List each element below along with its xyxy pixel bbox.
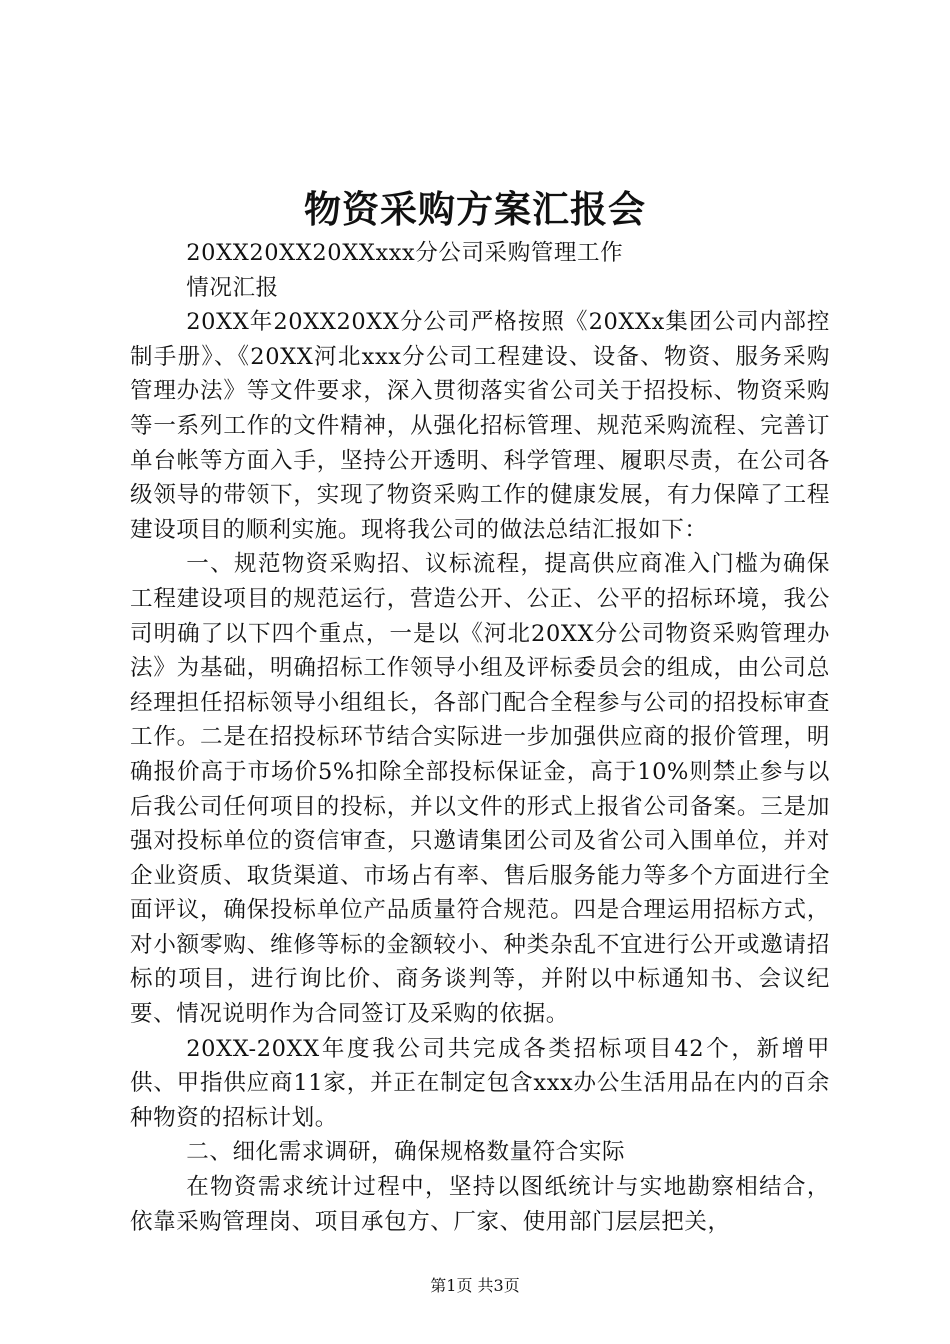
paragraph-annual-summary: 20XX-20XX年度我公司共完成各类招标项目42个，新增甲供、甲指供应商11家，并正在制定包含xxx办公生活用品在内的百余种物资的招标计划。 — [130, 1035, 830, 1131]
paragraph-section-two-heading: 二、细化需求调研，确保规格数量符合实际 — [186, 1139, 626, 1166]
paragraph-heading: 情况汇报 — [186, 274, 279, 301]
page-number-footer: 第1页 共3页 — [430, 1276, 520, 1295]
paragraph-subtitle: 20XX20XX20XXxxx分公司采购管理工作 — [186, 240, 624, 266]
document-title: 物资采购方案汇报会 — [304, 187, 646, 231]
paragraph-section-one: 一、规范物资采购招、议标流程，提高供应商准入门槛为确保工程建设项目的规范运行，营造公开、公正、公平的招标环境，我公司明确了以下四个重点，一是以《河北20XX分公司物资采购管理办法》为基础，明确招标工作领导小组及评标委员会的组成，由公司总经理担任招标领导小组组长，各部门配合全程参与公司的招投标审查工作。二是在招投标环节结合实际进一步加强供应商的报价管理，明确报价高于市场价5%扣除全部投标保证金，高于10%则禁止参与以后我公司任何项目的投标，并以文件的形式上报省公司备案。三是加强对投标单位的资信审查，只邀请集团公司及省公司入围单位，并对企业资质、取货渠道、市场占有率、售后服务能力等多个方面进行全面评议，确保投标单位产品质量符合规范。四是合理运用招标方式，对小额零购、维修等标的金额较小、种类杂乱不宜进行公开或邀请招标的项目，进行询比价、商务谈判等，并附以中标通知书、会议纪要、情况说明作为合同签订及采购的依据。 — [130, 551, 830, 1028]
paragraph-intro: 20XX年20XX20XX分公司严格按照《20XXx集团公司内部控制手册》、《20XX河北xxx分公司工程建设、设备、物资、服务采购管理办法》等文件要求，深入贯彻落实省公司关于招投标、物资采购等一系列工作的文件精神，从强化招标管理、规范采购流程、完善订单台帐等方面入手，坚持公开透明、科学管理、履职尽责，在公司各级领导的带领下，实现了物资采购工作的健康发展，有力保障了工程建设项目的顺利实施。现将我公司的做法总结汇报如下： — [130, 309, 830, 543]
paragraph-section-two: 在物资需求统计过程中，坚持以图纸统计与实地勘察相结合，依靠采购管理岗、项目承包方、厂家、使用部门层层把关， — [130, 1174, 830, 1235]
document-body — [130, 236, 830, 1239]
